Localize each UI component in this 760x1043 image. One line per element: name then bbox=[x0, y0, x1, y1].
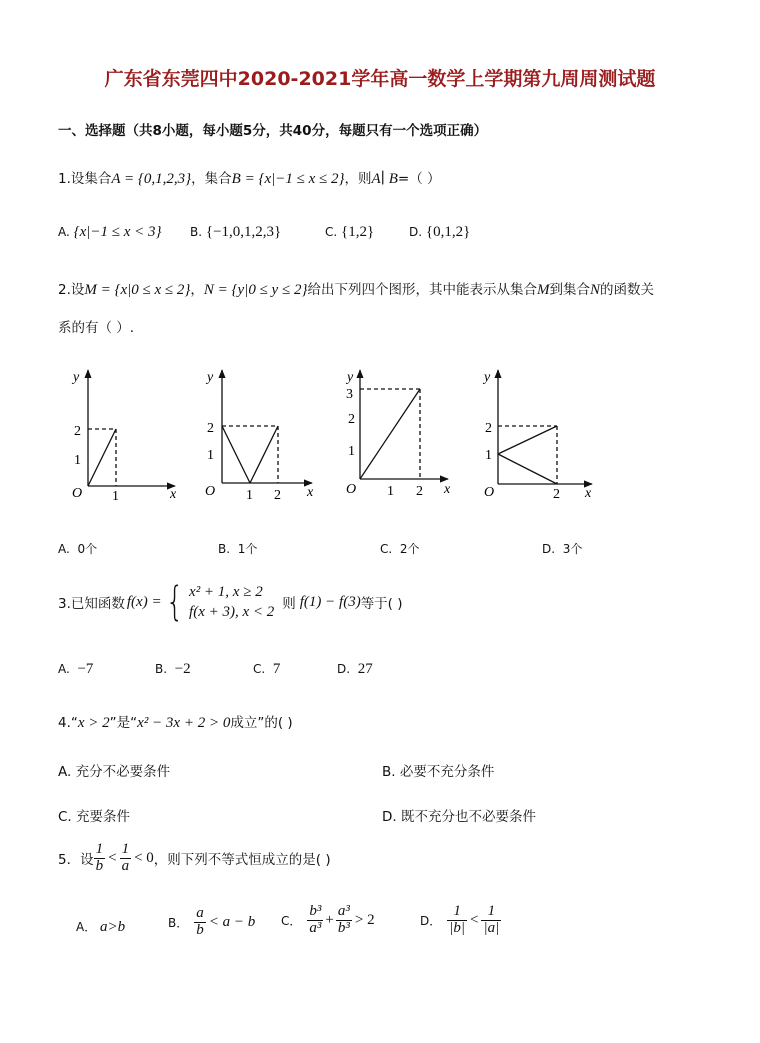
option-label: D. bbox=[382, 809, 397, 825]
graph-3-tick-1: 1 bbox=[348, 444, 355, 459]
graph-3-xtick-2: 2 bbox=[416, 484, 423, 499]
plus-sign: + bbox=[325, 911, 334, 928]
question-1 bbox=[58, 167, 441, 188]
graph-2-xtick-2: 2 bbox=[274, 488, 281, 503]
q5-lt: < bbox=[108, 849, 117, 866]
graph-4-tick-2: 2 bbox=[485, 421, 492, 436]
q2-set-n: N = {y|0 ≤ y ≤ 2} bbox=[203, 282, 308, 298]
q5-prefix: 5．设 bbox=[58, 852, 94, 869]
graph-2-origin: O bbox=[205, 484, 216, 499]
q3-option-b[interactable] bbox=[155, 661, 191, 678]
graph-3-tick-2: 2 bbox=[348, 412, 355, 427]
option-label: C． bbox=[281, 913, 302, 928]
option-fraction-1 bbox=[447, 904, 467, 937]
q3-piecewise bbox=[162, 579, 275, 626]
graph-3-y-label: y bbox=[347, 370, 354, 385]
question-3 bbox=[58, 579, 403, 626]
option-text: 0个 bbox=[77, 542, 98, 556]
option-label: C. bbox=[325, 225, 338, 239]
option-label: A. bbox=[58, 662, 70, 676]
q5-frac-1 bbox=[94, 842, 106, 875]
option-label: C. bbox=[380, 542, 393, 556]
q2-option-b[interactable] bbox=[218, 540, 257, 557]
q3-mid: 则 bbox=[282, 596, 296, 613]
graph-4 bbox=[498, 370, 592, 484]
q2-option-d[interactable] bbox=[542, 540, 582, 557]
q1-tail: =（ ） bbox=[397, 171, 441, 187]
q4-text-c: 成立”的( ) bbox=[230, 715, 293, 731]
q2-line-2: 系的有（ ）. bbox=[58, 320, 135, 336]
option-fraction bbox=[194, 906, 206, 939]
frac-denominator: b³ bbox=[337, 919, 350, 936]
option-text: 27 bbox=[357, 661, 373, 677]
q3-expr: f(1) − f(3) bbox=[299, 593, 361, 610]
option-text: 2个 bbox=[399, 542, 420, 556]
frac-numerator: b³ bbox=[309, 903, 322, 919]
option-text: > 2 bbox=[354, 911, 375, 928]
option-label: A. bbox=[58, 764, 72, 780]
graph-1-xtick-1: 1 bbox=[112, 489, 119, 504]
q5-option-d[interactable] bbox=[420, 904, 501, 937]
q2-prefix: 2.设 bbox=[58, 282, 85, 298]
q4-option-d[interactable] bbox=[382, 805, 536, 825]
option-fraction-2 bbox=[481, 904, 501, 937]
option-fraction-1 bbox=[307, 904, 323, 937]
graph-4-y-label: y bbox=[484, 370, 491, 385]
q3-fx: f(x) = bbox=[126, 593, 162, 610]
page-title: 广东省东莞四中2020-2021学年高一数学上学期第九周周测试题 bbox=[104, 68, 656, 90]
brace-icon: { bbox=[165, 579, 184, 626]
q2-set-m: M = {x|0 ≤ x ≤ 2} bbox=[84, 282, 191, 298]
graph-4-xtick-2: 2 bbox=[553, 487, 560, 502]
option-text: −7 bbox=[77, 661, 94, 677]
option-label: D． bbox=[420, 913, 442, 928]
option-text: 既不充分也不必要条件 bbox=[400, 809, 536, 825]
q5-frac-2 bbox=[120, 842, 132, 875]
graph-3-xtick-1: 1 bbox=[387, 484, 394, 499]
q2-option-a[interactable] bbox=[58, 540, 97, 557]
option-text: {−1,0,1,2,3} bbox=[205, 224, 282, 240]
q1-set-b: B = {x|−1 ≤ x ≤ 2} bbox=[231, 171, 345, 187]
q3-tail: 等于( ) bbox=[360, 596, 403, 613]
q2-graphs bbox=[60, 360, 700, 510]
q4-cond-1: x > 2 bbox=[77, 715, 110, 731]
graph-3-x-label: x bbox=[444, 482, 451, 497]
option-text: < a − b bbox=[208, 913, 256, 930]
frac-denominator: a³ bbox=[309, 919, 322, 936]
frac-denominator: |a| bbox=[483, 919, 500, 936]
option-label: B. bbox=[218, 542, 231, 556]
graph-4-tick-1: 1 bbox=[485, 448, 492, 463]
option-label: C. bbox=[253, 662, 266, 676]
graph-2-y-label: y bbox=[207, 370, 214, 385]
graph-3-origin: O bbox=[346, 482, 357, 497]
q1-mid2: ，则 bbox=[344, 171, 372, 187]
q3-option-a[interactable] bbox=[58, 661, 93, 678]
option-label: D. bbox=[542, 542, 556, 556]
option-text: 必要不充分条件 bbox=[399, 764, 495, 780]
graph-1-y-label: y bbox=[73, 370, 80, 385]
option-label: D. bbox=[409, 225, 423, 239]
q5-tail: ，则下列不等式恒成立的是( ) bbox=[153, 852, 331, 869]
q4-option-c[interactable] bbox=[58, 805, 130, 825]
frac-denominator: b bbox=[95, 857, 104, 874]
less-than-sign: < bbox=[470, 911, 479, 928]
frac-denominator: |b| bbox=[449, 919, 465, 936]
graph-4-x-label: x bbox=[585, 486, 592, 501]
graph-2-xtick-1: 1 bbox=[246, 488, 253, 503]
question-5 bbox=[58, 842, 331, 875]
option-text: −2 bbox=[174, 661, 191, 677]
q3-case-2: f(x + 3), x < 2 bbox=[189, 604, 275, 621]
q1-option-c[interactable] bbox=[325, 224, 374, 241]
q4-cond-2: x² − 3x + 2 > 0 bbox=[137, 715, 231, 731]
option-text: {x|−1 ≤ x < 3} bbox=[73, 224, 162, 240]
question-2 bbox=[58, 278, 654, 299]
graph-1 bbox=[88, 370, 175, 486]
q4-text-b: ”是“ bbox=[109, 715, 138, 731]
frac-numerator: a³ bbox=[337, 903, 350, 919]
q3-option-d[interactable] bbox=[337, 661, 373, 678]
frac-numerator: 1 bbox=[447, 904, 467, 921]
frac-numerator: a bbox=[196, 905, 204, 921]
q2-m: M bbox=[536, 282, 550, 298]
q1-option-b[interactable] bbox=[190, 224, 281, 241]
option-text: 充要条件 bbox=[76, 809, 131, 825]
graph-1-tick-1: 1 bbox=[74, 453, 81, 468]
graph-3 bbox=[360, 370, 448, 479]
graph-4-origin: O bbox=[484, 485, 495, 500]
q2-text-1: 给出下列四个图形，其中能表示从集合 bbox=[307, 282, 537, 298]
q4-option-a[interactable] bbox=[58, 760, 170, 780]
frac-numerator: 1 bbox=[481, 904, 501, 921]
frac-denominator: b bbox=[196, 921, 204, 938]
q1-expr: A∣ B bbox=[371, 171, 398, 187]
q3-option-c[interactable] bbox=[253, 661, 280, 678]
option-fraction-2 bbox=[336, 904, 352, 937]
q2-n: N bbox=[589, 282, 600, 298]
frac-numerator: 1 bbox=[121, 841, 130, 857]
q5-option-a[interactable] bbox=[76, 918, 125, 936]
q4-text-a: 4.“ bbox=[58, 715, 78, 731]
option-label: C. bbox=[58, 809, 72, 825]
graph-3-tick-3: 3 bbox=[346, 387, 353, 402]
q3-prefix: 3.已知函数 bbox=[58, 596, 125, 613]
option-text: 1个 bbox=[237, 542, 258, 556]
section-heading: 一、选择题（共8小题，每小题5分，共40分，每题只有一个选项正确） bbox=[58, 123, 488, 139]
option-text: {1,2} bbox=[341, 224, 375, 240]
option-label: B. bbox=[190, 225, 203, 239]
q2-text-3: 的函数关 bbox=[599, 282, 654, 298]
option-text: a>b bbox=[100, 919, 126, 935]
q1-mid: ，集合 bbox=[191, 171, 232, 187]
graph-1-tick-2: 2 bbox=[74, 424, 81, 439]
option-label: A． bbox=[76, 920, 97, 934]
option-label: D. bbox=[337, 662, 351, 676]
frac-denominator: a bbox=[121, 857, 130, 874]
option-label: B. bbox=[155, 662, 168, 676]
q3-case-1: x² + 1, x ≥ 2 bbox=[189, 584, 263, 600]
frac-numerator: 1 bbox=[95, 841, 104, 857]
q2-option-c[interactable] bbox=[380, 540, 419, 557]
q5-lt0: < 0 bbox=[134, 849, 154, 866]
option-label: B. bbox=[382, 764, 396, 780]
option-text: {0,1,2} bbox=[425, 224, 471, 240]
option-text: 3个 bbox=[562, 542, 583, 556]
graph-2-x-label: x bbox=[307, 485, 314, 500]
q4-option-b[interactable] bbox=[382, 760, 494, 780]
option-label: A. bbox=[58, 542, 70, 556]
q1-set-a: A = {0,1,2,3} bbox=[111, 171, 192, 187]
q2-sep: ， bbox=[190, 282, 204, 298]
q1-option-d[interactable] bbox=[409, 224, 470, 241]
q1-prefix: 1.设集合 bbox=[58, 171, 112, 187]
graph-1-x-label: x bbox=[170, 487, 177, 502]
q5-option-b[interactable] bbox=[168, 906, 255, 939]
option-text: 充分不必要条件 bbox=[75, 764, 171, 780]
option-text: 7 bbox=[272, 661, 281, 677]
graph-1-origin: O bbox=[72, 486, 83, 501]
q1-option-a[interactable] bbox=[58, 224, 162, 241]
graph-2-tick-1: 1 bbox=[207, 448, 214, 463]
question-4 bbox=[58, 711, 293, 732]
graph-2-tick-2: 2 bbox=[207, 421, 214, 436]
option-label: B． bbox=[168, 915, 189, 930]
option-label: A. bbox=[58, 225, 70, 239]
q5-option-c[interactable] bbox=[281, 904, 375, 937]
q2-text-2: 到集合 bbox=[549, 282, 590, 298]
graph-2 bbox=[222, 370, 312, 483]
